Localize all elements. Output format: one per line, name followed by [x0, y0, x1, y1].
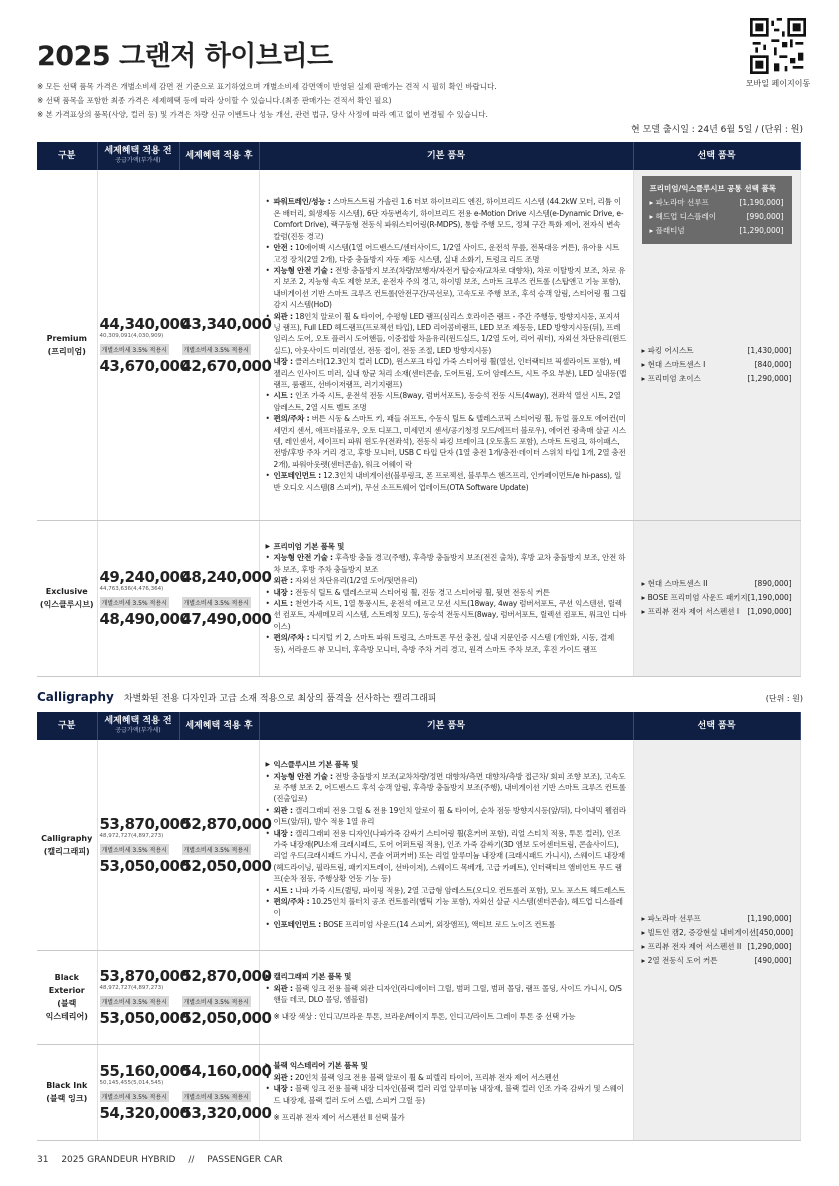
feature-text: 디지털 키 2, 스마트 파워 트렁크, 스마트폰 무선 충전, 실내 지문인증 시스템 (개인화, 시동, 결제 등), 서라운드 뷰 모니터, 후측방 모니터, 측방 주차 거리 경고, 원격 스마트 주차 보조, 후진 가이드 램프 [273, 633, 615, 654]
feature-item [266, 1072, 627, 1083]
feature-item [266, 587, 627, 598]
header-basic: 기본 품목 [259, 142, 633, 170]
feature-text: 인조 가죽 시트, 운전석 전동 시트(8way, 럼버서포트), 동승석 전동 시트(4way), 전좌석 열선 시트, 2열 암레스트, 2열 시트 벨트 조명 [273, 391, 621, 412]
feature-item [266, 896, 627, 919]
calligraphy-unit: (단위 : 원) [765, 694, 803, 703]
feature-text: 10.25인치 풀터치 공조 컨트롤러(햅틱 기능 포함), 자외선 살균 시스템(센터콘솔), 헤드업 디스플레이 [273, 897, 623, 918]
feature-item [266, 632, 627, 655]
option-item [642, 344, 792, 358]
option-item [642, 912, 792, 926]
price-premium: 44,340,000 40,309,091(4,030,909) 개별소비세 3.5% 적용시 43,670,000 43,340,000 개별소비세 3.5% 적용시 42,670,000 [97, 170, 259, 520]
trim-line: Black [54, 973, 79, 982]
feature-text: 전동식 틸트 & 텔레스코픽 스티어링 휠, 진동 경고 스티어링 휠, 뒷면 전동식 커튼 [292, 587, 550, 597]
feature-text: 블랙 잉크 전용 블랙 내장 디자인(블랙 컬러 리얼 알루미늄 내장재, 블랙 컬러 인조 가죽 감싸기 및 스웨이드 내장재, 블랙 컬러 도어 스텝, 스피커 그릴 등) [273, 1084, 624, 1105]
feature-group-header: ▶ 블랙 익스테리어 기본 품목 및 [266, 1060, 627, 1071]
feature-item [266, 1083, 627, 1106]
option-price: [1,430,000] [747, 346, 792, 355]
option-item [642, 591, 792, 605]
option-name: ▸ 파노라마 선루프 [650, 196, 709, 210]
note-line: ※ 본 가격표상의 품목(사양, 컬러 등) 및 가격은 차량 신규 이벤트나 성능 개선, 관련 법규, 당사 사정에 따라 예고 없이 변경될 수 있습니다. [37, 110, 488, 119]
header-price-before: 세제혜택 적용 전 공급가액(부가세) [97, 712, 179, 740]
feature-text: BOSE 프리미엄 사운드(14 스피커, 외장앰프), 액티브 로드 노이즈 컨트롤 [320, 919, 556, 929]
trim-black-exterior [37, 950, 97, 1044]
options-exclusive [633, 520, 800, 676]
option-item [650, 210, 784, 224]
feature-text: 18인치 알로이 휠 & 타이어, 수평형 LED 램프(심리스 호라이즌 램프 - 주간 주행등, 방향지시등, 포지셔닝 램프), Full LED 헤드램프(프로젝션 타입), LED 리어콤비램프, LED 보조 제동등, LED 방향지시등(뒤), 프레임리스 도어, 오토 플러시 도어핸들, 이중접합 차음유리(윈드실드, 1/2열 도어, 리어 쿼터), 자외선 차단유리(윈드실드), 아웃사이드 미러(열선, 전동 접이, 전동 조절, LED 방향지시등) [273, 311, 627, 355]
feature-item [266, 265, 627, 311]
price-table-calligraphy [37, 712, 801, 1141]
footer-sep: // [188, 1155, 195, 1165]
option-name: ▸ 프리미엄 초이스 [642, 372, 701, 386]
option-price: [890,000] [754, 579, 792, 588]
option-item [642, 358, 792, 372]
header-trim: 구분 [37, 142, 97, 170]
notes [37, 80, 497, 122]
feature-text: 전방 충돌방지 보조(교차차량/정면 대향차/측면 대향차/측방 접근차/ 회피 조향 보조), 고속도로 주행 보조 2, 어드밴스드 후석 승객 알림, 후측방 충돌방지 보조(주행), 내비게이션 기반 스마트 크루즈 컨트롤(진출입로) [273, 771, 626, 804]
option-price: [990,000] [746, 212, 784, 221]
price-black-ink: 55,160,000 50,145,455(5,014,545) 개별소비세 3.5% 적용시 54,320,000 54,160,000 개별소비세 3.5% 적용시 53,320,000 [97, 1044, 259, 1140]
feature-item [266, 771, 627, 805]
option-name: ▸ 현대 스마트센스 I [642, 358, 706, 372]
feature-item [266, 598, 627, 632]
feature-item [266, 885, 627, 896]
price-calligraphy: 53,870,000 48,972,727(4,897,273) 개별소비세 3.5% 적용시 53,050,000 52,870,000 개별소비세 3.5% 적용시 52,050,000 [97, 740, 259, 950]
feature-category: 인포테인먼트 : [273, 471, 321, 481]
features-black-ink [259, 1044, 633, 1140]
feature-item [266, 356, 627, 390]
option-item [642, 926, 792, 940]
feature-text: 20인치 블랙 잉크 전용 블랙 알로이 휠 & 피렐리 타이어, 프리뷰 전자 제어 서스펜션 [292, 1072, 559, 1082]
feature-text: 캘리그래피 전용 그릴 & 전용 19인치 알로이 휠 & 타이어, 순차 점등 방향지시등(앞/뒤), 다이내믹 웰컴라이트(앞/뒤), 발수 적용 1열 유리 [273, 805, 626, 827]
features-calligraphy [259, 740, 633, 950]
trim-calligraphy: Calligraphy (캘리그래피) [37, 740, 97, 950]
row-premium [37, 170, 800, 520]
feature-category: 시트 : [273, 391, 293, 401]
header-price-before: 세제혜택 적용 전 공급가액(부가세) [97, 142, 179, 170]
feature-text: 전방 충돌방지 보조(차량/보행자/자전거 탑승자/교차로 대향차), 차로 이탈방지 보조, 차로 유지 보조 2, 지능형 속도 제한 보조, 운전자 주의 경고, 하이빔 보조, 스마트 크루즈 컨트롤 (스탑앤고 기능 포함), 내비게이션 기반 스마트 크루즈 컨트롤(안전구간/곡선로), 고속도로 주행 보조, 후석 승객 알림, 스티어링 휠 그립 감지 시스템(HoD) [273, 265, 627, 310]
feature-item [266, 242, 627, 265]
feature-category: 시트 : [273, 599, 293, 608]
note-line: ※ 선택 품목을 포함한 최종 가격은 세제혜택 등에 따라 상이할 수 있습니다.(최종 판매가는 견적서 확인 필요) [37, 96, 392, 105]
calligraphy-heading: Calligraphy 차별화된 전용 디자인과 고급 소재 적용으로 최상의 품격을 선사하는 캘리그래피 [37, 690, 437, 704]
feature-category: 내장 : [273, 357, 293, 367]
option-price: [1,290,000] [739, 226, 784, 235]
option-price: [1,190,000] [739, 198, 784, 207]
option-name: ▸ 파노라마 선루프 [642, 912, 701, 926]
feature-text: 캘리그래피 전용 디자인(나파가죽 감싸기 스티어링 휠(혼커버 포함), 리얼 스티치 적용, 투톤 컬러), 인조 가죽 내장재(PU소재 크래시패드, 도어 어퍼트림 적용), 인조 가죽 감싸기(3D 엠보 도어센터트림, 콘솔사이드), 리얼 우드(크래시패드 가니시, 콘솔 어퍼커버) 또는 리얼 알루미늄 내장재 (크래시패드 가니시), 스웨이드 내장재(헤드라이닝, 필라트림, 패키지트레이, 선바이저), 스웨이드 목베개, 고급 카페트), 인터랙티브 앰비언트 무드 램프(순차 점등, 주행상황 연동 기능 등) [273, 828, 625, 884]
header-options: 선택 품목 [633, 142, 800, 170]
qr-code[interactable] [750, 18, 806, 74]
feature-category: 내장 : [273, 828, 293, 838]
option-item [650, 224, 784, 238]
feature-category: 안전 : [273, 243, 293, 253]
feature-text: 스마트스트림 가솔린 1.6 터보 하이브리드 엔진, 하이브리드 시스템 (44.2kW 모터, 리튬 이온 배터리, 회생제동 시스템), 6단 자동변속기, 하이브리드 전용 e-Motion Drive 시스템(e-Dynamic Drive, e-Comfort Drive), 랙구동형 전동식 파워스티어링(R-MDPS), 통합 주행 모드, 정체 구간 특화 제어, 전자식 변속 칼럼(진동 경고) [273, 197, 624, 241]
option-price: [450,000] [756, 927, 794, 937]
option-price: [1,190,000] [747, 913, 792, 923]
features-black-exterior [259, 950, 633, 1044]
feature-text: 클러스터(12.3인치 컬러 LCD), 윈스포크 타입 가죽 스티어링 휠(열선, 인터랙티브 픽셀라이트 포함), 베젤리스 인사이드 미러, 실내 항균 처리 소재(센터콘솔, 도어트림, 도어 암레스트, 시트 주요 부분), LED 실내등(맵램프, 룸램프, 선바이저램프, 러기지램프) [273, 357, 627, 389]
option-price: [840,000] [754, 360, 792, 369]
option-name: ▸ 파킹 어시스트 [642, 344, 694, 358]
feature-text: 블랙 잉크 전용 블랙 외관 디자인(라디에이터 그릴, 범퍼 그릴, 범퍼 몰딩, 램프 몰딩, 사이드 가니시, O/S 핸들 데코, DLO 몰딩, 엠블럼) [273, 983, 622, 1004]
option-item [642, 372, 792, 386]
feature-category: 편의/주차 : [273, 633, 310, 643]
option-name: ▸ 현대 스마트센스 II [642, 577, 708, 591]
option-item [650, 196, 784, 210]
features-exclusive [259, 520, 633, 676]
feature-text: 10에어백 시스템(1열 어드밴스드/센터사이드, 1/2열 사이드, 운전석 무릎, 전복대응 커튼), 유아용 시트 고정 장치(2열 2개), 다중 충돌방지 자동 제동 시스템, 실내 소화기, 트렁크 리드 조명 [273, 243, 620, 264]
feature-category: 파워트레인/성능 : [273, 197, 331, 207]
note-line: ※ 모든 선택 품목 가격은 개별소비세 감면 전 기준으로 표기하였으며 개별소비세 감면액이 반영된 실제 판매가는 견적 시 필히 확인 바랍니다. [37, 82, 497, 91]
feature-item [266, 805, 627, 828]
qr-caption: 모바일 페이지이동 [745, 79, 811, 88]
header-basic: 기본 품목 [259, 712, 633, 740]
feature-note: ※ 프리뷰 전자 제어 서스펜션 II 선택 불가 [273, 1113, 405, 1123]
option-name: ▸ 플래티넘 [650, 224, 685, 238]
row-calligraphy [37, 740, 800, 950]
page-title: 2025 그랜저 하이브리드 [37, 41, 333, 72]
feature-text: 12.3인치 내비게이션(블루링크, 폰 프로젝션, 블루투스 핸즈프리, 인카페이먼트/e hi-pass), 일반 오디오 시스템(8 스피커), 무선 소프트웨어 업데이트(OTA Software Update) [273, 471, 622, 492]
price-table-main [37, 142, 801, 677]
option-item [642, 577, 792, 591]
feature-text: 나파 가죽 시트(퀼팅, 파이핑 적용), 2열 고급형 암레스트(오디오 컨트롤러 포함), 모노 포스트 헤드레스트 [292, 885, 626, 895]
feature-group-header: ▶ 프리미엄 기본 품목 및 [266, 541, 627, 552]
release-info: 현 모델 출시일 : 24년 6월 5일 / (단위 : 원) [631, 125, 803, 135]
feature-item [266, 919, 627, 930]
footer-model: 2025 GRANDEUR HYBRID [61, 1155, 176, 1165]
option-name: ▸ 프리뷰 전자 제어 서스펜션 I [642, 605, 740, 619]
feature-category: 시트 : [273, 885, 293, 895]
feature-text: 천연가죽 시트, 1열 통풍시트, 운전석 에르고 모션 시트(18way, 4way 럼버서포트, 쿠션 익스텐션, 릴렉션 컴포트, 자세메모리 시스템, 스트레칭 모드), 동승석 전동시트(8way, 럼버서포트, 릴렉션 컴포트, 워크인 디바이스) [273, 599, 627, 631]
feature-category: 지능형 안전 기술 : [273, 771, 333, 781]
common-option-box: 프리미엄/익스클루시브 공통 선택 품목 ▸ 파노라마 선루프 [1,190,000] ▸ 헤드업 디스플레이 [990,000] ▸ 플래티넘 [1,290,000] [642, 176, 792, 244]
trim-black-ink: Black Ink (블랙 잉크) [37, 1044, 97, 1140]
option-name: ▸ 프리뷰 전자 제어 서스펜션 II [642, 940, 742, 954]
option-item [642, 954, 792, 968]
option-price: [1,290,000] [747, 941, 792, 951]
header-trim: 구분 [37, 712, 97, 740]
option-price: [1,090,000] [747, 607, 792, 616]
header-price-after: 세제혜택 적용 후 [179, 142, 259, 170]
feature-item [266, 470, 627, 493]
feature-item [266, 983, 627, 1006]
price-exclusive: 49,240,000 44,763,636(4,476,364) 개별소비세 3.5% 적용시 48,490,000 48,240,000 개별소비세 3.5% 적용시 47,490,000 [97, 520, 259, 676]
feature-group-header: ▶ 캘리그래피 기본 품목 및 [266, 971, 627, 982]
features-premium [259, 170, 633, 520]
option-price: [1,190,000] [747, 593, 792, 602]
option-name: ▸ 헤드업 디스플레이 [650, 210, 717, 224]
feature-item [266, 413, 627, 470]
feature-text: 후측방 충돌 경고(주행), 후측방 충돌방지 보조(전진 출차), 후방 교차 충돌방지 보조, 안전 하차 보조, 후방 주차 충돌방지 보조 [273, 553, 626, 574]
feature-text: 자외선 차단유리(1/2열 도어/뒷면유리) [292, 576, 418, 586]
feature-category: 외관 : [273, 576, 293, 586]
trim-premium: Premium (프리미엄) [37, 170, 97, 520]
footer-category: PASSENGER CAR [207, 1155, 283, 1165]
feature-item [266, 311, 627, 357]
option-name: ▸ 2열 전동식 도어 커튼 [642, 954, 718, 968]
header-price-after: 세제혜택 적용 후 [179, 712, 259, 740]
feature-group-header: ▶ 익스클루시브 기본 품목 및 [266, 759, 627, 770]
row-exclusive [37, 520, 800, 676]
feature-category: 편의/주차 : [273, 897, 310, 907]
option-name: ▸ BOSE 프리미엄 사운드 패키지 [642, 591, 748, 605]
options-premium [633, 170, 800, 520]
option-price: [1,290,000] [747, 374, 792, 383]
trim-line: (블랙 [57, 999, 77, 1008]
feature-item [266, 196, 627, 242]
trim-line: Exterior [48, 986, 85, 995]
feature-category: 편의/주차 : [273, 414, 310, 424]
feature-item [266, 828, 627, 885]
option-item [642, 605, 792, 619]
option-price: [490,000] [754, 955, 792, 965]
feature-item [266, 575, 627, 586]
feature-note: ※ 내장 색상 : 인디고/브라운 투톤, 브라운/베이지 투톤, 인디고/라이트 그레이 투톤 중 선택 가능 [273, 1012, 576, 1022]
options-calligraphy [633, 740, 800, 1140]
trim-exclusive: Exclusive (익스클루시브) [37, 520, 97, 676]
feature-category: 외관 : [273, 311, 293, 321]
feature-category: 지능형 안전 기술 : [273, 265, 333, 275]
page-number: 31 [37, 1155, 49, 1165]
header-options: 선택 품목 [633, 712, 800, 740]
feature-item [266, 390, 627, 413]
trim-line: 익스테리어) [45, 1012, 88, 1021]
feature-category: 외관 : [273, 983, 293, 993]
feature-text: 버튼 시동 & 스마트 키, 패들 쉬프트, 수동식 틸트 & 텔레스코픽 스티어링 휠, 듀얼 풀오토 에어컨(미세먼지 센서, 애프터블로우, 오토 디포그, 미세먼지 센서/공기청정 모드/에프터 블로우), 에어컨 광촉매 살균 시스템, 레인센서, 세이프티 파워 윈도우(전좌석), 전동식 파킹 브레이크 (오토홀드 포함), 스마트 트렁크, 하이패스, 전방/후방 주차 거리 경고, 후방 모니터, USB C 타입 단자 (1열 충전 1개/충전·데이터 스위치 타입 1개, 2열 충전 2개), 파워아웃렛(센터콘솔), 워크 어웨이 락 [273, 414, 626, 469]
option-name: ▸ 빌트인 캠2, 증강현실 내비게이션 [642, 926, 757, 940]
feature-category: 내장 : [273, 1084, 293, 1094]
feature-category: 지능형 안전 기술 : [273, 553, 333, 563]
feature-category: 외관 : [273, 1072, 293, 1082]
feature-item [266, 552, 627, 575]
feature-category: 내장 : [273, 587, 293, 597]
price-black-exterior: 53,870,000 48,972,727(4,897,273) 개별소비세 3.5% 적용시 53,050,000 52,870,000 개별소비세 3.5% 적용시 52,050,000 [97, 950, 259, 1044]
feature-category: 인포테인먼트 : [273, 919, 321, 929]
feature-category: 외관 : [273, 805, 293, 815]
option-item [642, 940, 792, 954]
footer [37, 1155, 293, 1165]
